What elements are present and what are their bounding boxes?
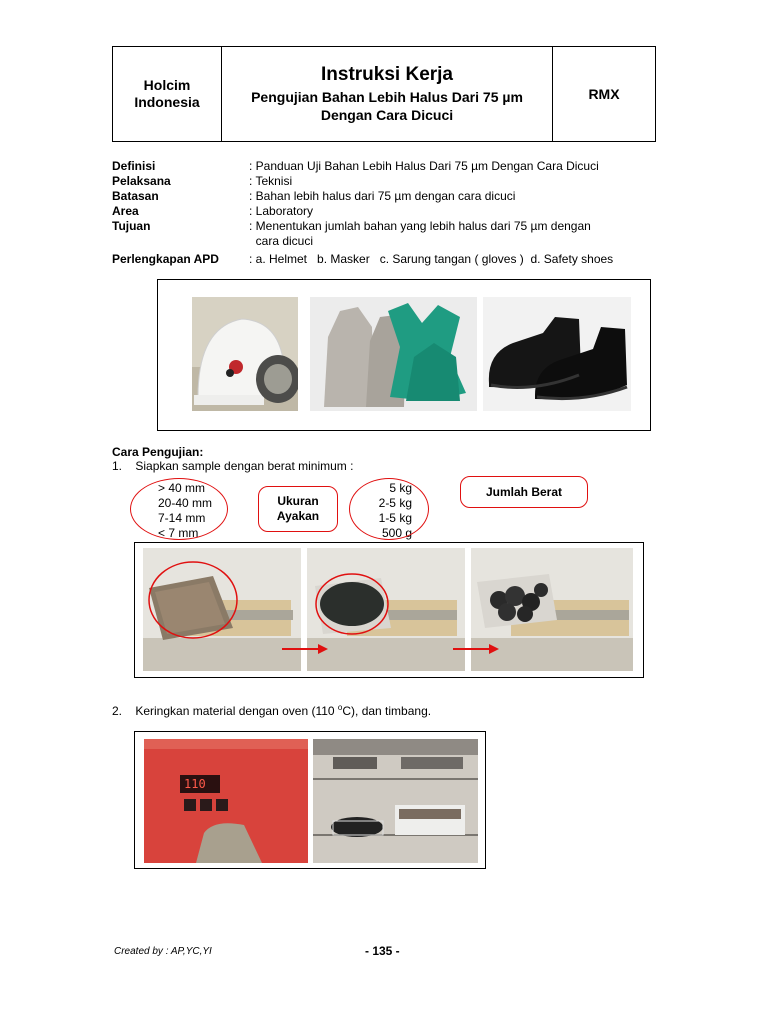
company-line1: Holcim <box>143 77 191 93</box>
oven-photo-box <box>134 731 486 869</box>
arrow-right-icon <box>280 642 330 656</box>
definition-row: Pelaksana : Teknisi <box>112 174 293 188</box>
weight-callout: Jumlah Berat <box>460 476 588 508</box>
title-cell <box>222 47 553 141</box>
scale-photo-box <box>134 542 644 678</box>
definition-row: Definisi : Panduan Uji Bahan Lebih Halus Dari 75 µm Dengan Cara Dicuci <box>112 159 599 173</box>
footer-created-by: Created by : AP,YC,YI <box>114 946 212 957</box>
sieve-size-item: > 40 mm <box>158 481 206 495</box>
helmet-mask-photo <box>192 297 298 411</box>
footer-page-number: - 135 - <box>365 944 400 958</box>
oven-display-readout: 110 <box>184 777 206 791</box>
sieve-size-callout: Ukuran Ayakan <box>258 486 338 532</box>
document-title: Instruksi Kerja <box>321 64 453 85</box>
company-line2: Indonesia <box>134 94 200 110</box>
document-code: RMX <box>588 86 620 102</box>
code-cell <box>553 47 655 141</box>
scale-photo-medium-sample <box>307 548 465 671</box>
sieve-size-item: 20-40 mm <box>158 496 213 510</box>
oven-interior-photo <box>313 739 478 863</box>
weight-item: 5 kg <box>389 481 412 495</box>
weight-item: 2-5 kg <box>378 496 412 510</box>
oven-control-photo <box>144 739 308 863</box>
arrow-right-icon <box>451 642 501 656</box>
scale-photo-fine-sample <box>143 548 301 671</box>
definitions-list <box>112 159 672 267</box>
weight-item: 1-5 kg <box>378 511 412 525</box>
definition-row: cara dicuci <box>249 234 314 248</box>
company-cell <box>113 47 222 141</box>
definition-row: Area : Laboratory <box>112 204 314 218</box>
sieve-size-item: 7-14 mm <box>158 511 206 525</box>
header-table <box>112 46 656 142</box>
safety-shoes-photo <box>483 297 631 411</box>
step-1-text: 1. Siapkan sample dengan berat minimum : <box>112 459 354 473</box>
definition-row: Tujuan : Menentukan jumlah bahan yang lebih halus dari 75 µm dengan <box>112 219 591 233</box>
step-2-text: 2. Keringkan material dengan oven (110 $^o$C), dan timbang. <box>112 703 432 718</box>
procedure-title: Cara Pengujian: <box>112 445 204 459</box>
document-subtitle-line2: Dengan Cara Dicuci <box>320 107 454 123</box>
sieve-size-item: < 7 mm <box>158 526 199 540</box>
weights-highlight-ellipse <box>349 478 429 540</box>
weight-item: 500 g <box>381 526 412 540</box>
definition-row: Perlengkapan APD : a. Helmet b. Masker c. Sarung tangan ( gloves ) d. Safety shoes <box>112 252 614 266</box>
apd-photo-box <box>157 279 651 431</box>
sizes-highlight-ellipse <box>130 478 228 540</box>
document-subtitle-line1: Pengujian Bahan Lebih Halus Dari 75 µm <box>251 89 523 105</box>
definition-row: Batasan : Bahan lebih halus dari 75 µm dengan cara dicuci <box>112 189 516 203</box>
gloves-photo <box>310 297 477 411</box>
